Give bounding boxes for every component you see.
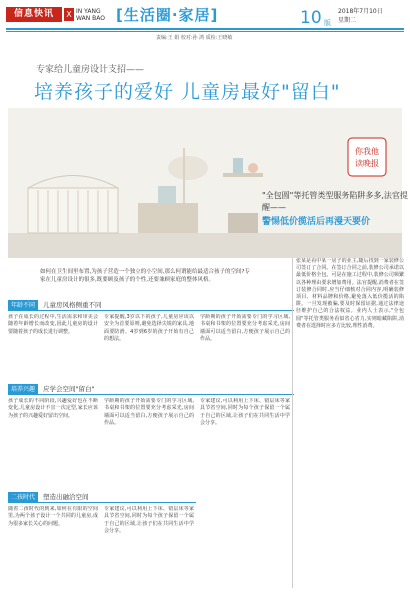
section-heading-second-child — [8, 492, 196, 503]
side-story-body: 张某是看中某一房子的业主,随后找到一家装修公司签订了合同。在签订合同之前,装修公司承诺以最低价格全包。可是在施工过程中,装修公司频繁以各种理由要求增加费用。法官提醒,消费者在签订装修合同时,应当仔细核对合同内容,明确装修项目、材料品牌和价格,避免落入低价揽活的陷阱。一旦发现被骗,要及时保留证据,通过法律途径维护自己的合法权益。业内人士表示,"全包圆"等托管类服务看似省心省力,实则暗藏陷阱,消费者在选择时应多方比较,理性消费。 — [296, 258, 404, 329]
section-heading-age — [8, 300, 294, 311]
svg-text:读晚报: 读晚报 — [355, 159, 379, 168]
headline-main: 培养孩子的爱好 儿童房最好"留白" — [34, 81, 341, 103]
kids-room-illustration — [8, 108, 402, 258]
logo-pinyin-1: IN YANG — [76, 8, 101, 15]
body-text-1c: 学龄期的孩子开始需要专门的学习区域,书桌和书架的位置要充分考虑采光,房间墙面可以适当留白,方便孩子展示自己的作品。 — [200, 314, 290, 342]
intro-paragraph: 如何在卫生间里布置,为孩子营造一个独立的小空间,那么何谓能给最适合孩子的空间?专家在儿童房设计的很多,既要顾及孩子的个性,还要兼顾家庭的整体风格。 — [40, 269, 250, 283]
body-text-2b: 学龄期的孩子开始需要专门的学习区域,书桌和书架的位置要充分考虑采光,房间墙面可以适当留白,方便孩子展示自己的作品。 — [104, 398, 194, 426]
body-text-3a: 随着二孩时代的到来,如何在有限的空间里,为两个孩子设计一个共同的儿童房,成为很多家长关心的问题。 — [8, 506, 98, 527]
kids-room-photo — [8, 108, 402, 258]
body-text-3b: 专家建议,可以利用上下床、错层床等家具节省空间,同时为每个孩子保留一个属于自己的区域,让孩子们在共同生活中学会分享。 — [104, 506, 194, 534]
section-rule — [8, 310, 294, 311]
svg-text:你我他: 你我他 — [355, 147, 379, 156]
section-rule — [8, 394, 294, 395]
body-text-1b: 专家提醒,3岁以下的孩子,儿童房应该以安全为首要原则,避免选择尖锐的家具,地面要防滑。4岁到6岁的孩子开始有自己的想法。 — [104, 314, 194, 342]
section-title: 儿童房风格侧重不同 — [43, 301, 102, 309]
section-title: [生活圈·家居] — [116, 6, 219, 24]
date-line-2: 星期二 — [338, 17, 357, 24]
column-divider — [292, 258, 293, 588]
body-text-1a: 孩子在成长的过程中,生活需求和审美会随着年龄增长而改变,因此儿童房的设计要随着孩子的成长进行调整。 — [8, 314, 98, 335]
side-story-subtitle: 警惕低价揽活后再漫天要价 — [262, 217, 371, 227]
side-story-title: "全包圆"等托管类型服务陷阱多多,法官提醒—— — [262, 191, 408, 212]
section-tag: 培养兴趣 — [8, 384, 38, 395]
logo-pinyin-2: WAN BAO — [76, 15, 105, 22]
body-text-2a: 孩子成长的不同阶段,兴趣爱好也在不断变化,儿童房设计不宜一次定型,家长应该为孩子的兴趣爱好留出空间。 — [8, 398, 98, 419]
newspaper-logo: 信息快讯 — [6, 7, 62, 22]
page-number: 10 — [300, 8, 322, 28]
date-line-1: 2018年7月10日 — [338, 8, 383, 15]
headline-kicker: 专家给儿童房设计支招—— — [36, 65, 145, 75]
section-title: 应学会空间"留白" — [43, 385, 95, 393]
page-suffix: 版 — [324, 19, 331, 27]
editors-line: 责编:王 娟 校对:孙 鸿 质检:王晓敏 — [156, 35, 233, 41]
masthead-rule — [6, 28, 404, 30]
masthead-rule-thin — [6, 31, 404, 32]
body-text-2c: 专家建议,可以利用上下床、错层床等家具节省空间,同时为每个孩子保留一个属于自己的区域,让孩子们在共同生活中学会分享。 — [200, 398, 290, 426]
section-rule — [8, 502, 196, 503]
logo-x-mark: X — [64, 8, 74, 21]
section-heading-interest — [8, 384, 294, 395]
section-tag: 年龄不同 — [8, 300, 38, 311]
section-tag: 二孩时代 — [8, 492, 38, 503]
section-title: 塑造出融洽空间 — [43, 493, 89, 501]
